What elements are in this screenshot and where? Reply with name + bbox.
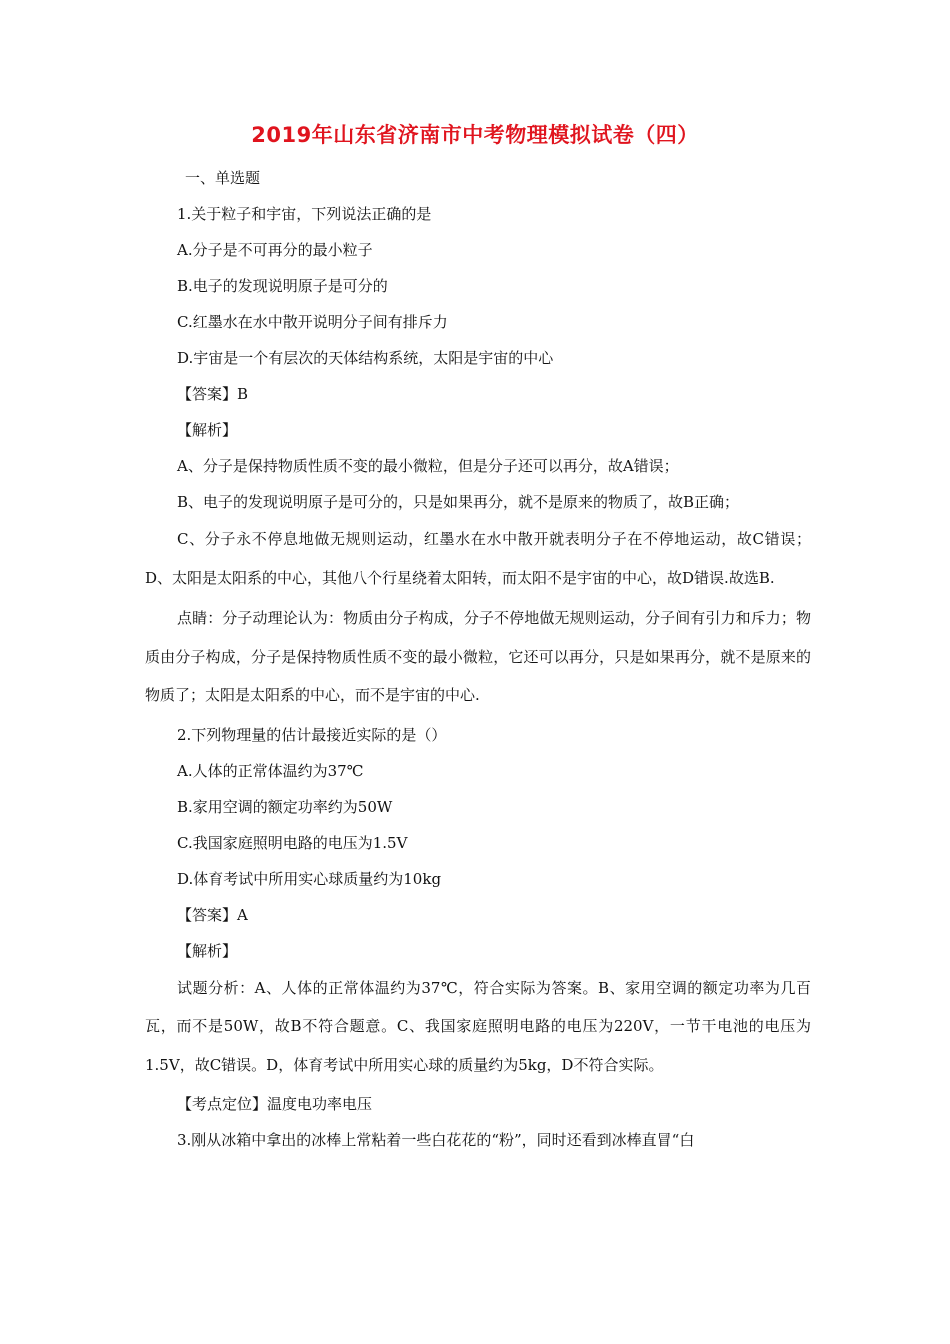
question-1-stem: 1.关于粒子和宇宙，下列说法正确的是	[177, 205, 432, 223]
question-2-option-d: D.体育考试中所用实心球质量约为10kg	[177, 869, 442, 888]
question-3-stem: 3.刚从冰箱中拿出的冰棒上常粘着一些白花花的“粉”，同时还看到冰棒直冒“白	[177, 1131, 695, 1149]
question-2-answer: 【答案】A	[177, 905, 248, 924]
section-heading: 一、单选题	[185, 169, 261, 187]
question-2-analysis-label: 【解析】	[177, 941, 238, 960]
question-2-option-a: A.人体的正常体温约为37℃	[177, 761, 364, 780]
question-1-note: 点睛：分子动理论认为：物质由分子构成，分子不停地做无规则运动，分子间有引力和斥力；物质由分子构成，分子是保持物质性质不变的最小微粒，它还可以再分，只是如果再分，就不是原来的物质了；太阳是太阳系的中心，而不是宇宙的中心.	[145, 609, 811, 704]
question-1-option-c: C.红墨水在水中散开说明分子间有排斥力	[177, 313, 448, 331]
question-2-option-c: C.我国家庭照明电路的电压为1.5V	[177, 833, 408, 852]
question-2-kaodian: 【考点定位】温度电功率电压	[177, 1095, 373, 1113]
question-1-option-b: B.电子的发现说明原子是可分的	[177, 277, 388, 295]
question-1-option-a: A.分子是不可再分的最小粒子	[177, 241, 373, 259]
document-body	[145, 160, 811, 1158]
question-2-stem: 2.下列物理量的估计最接近实际的是（）	[177, 725, 447, 744]
question-1-analysis-cd: C、分子永不停息地做无规则运动，红墨水在水中散开就表明分子在不停地运动，故C错误；D、太阳是太阳系的中心，其他八个行星绕着太阳转，而太阳不是宇宙的中心，故D错误.故选B.	[145, 530, 811, 587]
document-title: 2019年山东省济南市中考物理模拟试卷（四）	[251, 123, 699, 147]
question-1-option-d: D.宇宙是一个有层次的天体结构系统，太阳是宇宙的中心	[177, 349, 554, 367]
question-1-analysis-b: B、电子的发现说明原子是可分的，只是如果再分，就不是原来的物质了，故B正确；	[177, 493, 740, 511]
question-2-analysis: 试题分析：A、人体的正常体温约为37℃，符合实际为答案。B、家用空调的额定功率为几百瓦，而不是50W，故B不符合题意。C、我国家庭照明电路的电压为220V，一节干电池的电压为1.5V，故C错误。D，体育考试中所用实心球的质量约为5kg，D不符合实际。	[145, 978, 811, 1074]
question-1-answer: 【答案】B	[177, 385, 249, 403]
question-1-analysis-a: A、分子是保持物质性质不变的最小微粒，但是分子还可以再分，故A错误；	[177, 457, 679, 475]
question-2-option-b: B.家用空调的额定功率约为50W	[177, 797, 393, 816]
question-1-analysis-label: 【解析】	[177, 421, 238, 439]
